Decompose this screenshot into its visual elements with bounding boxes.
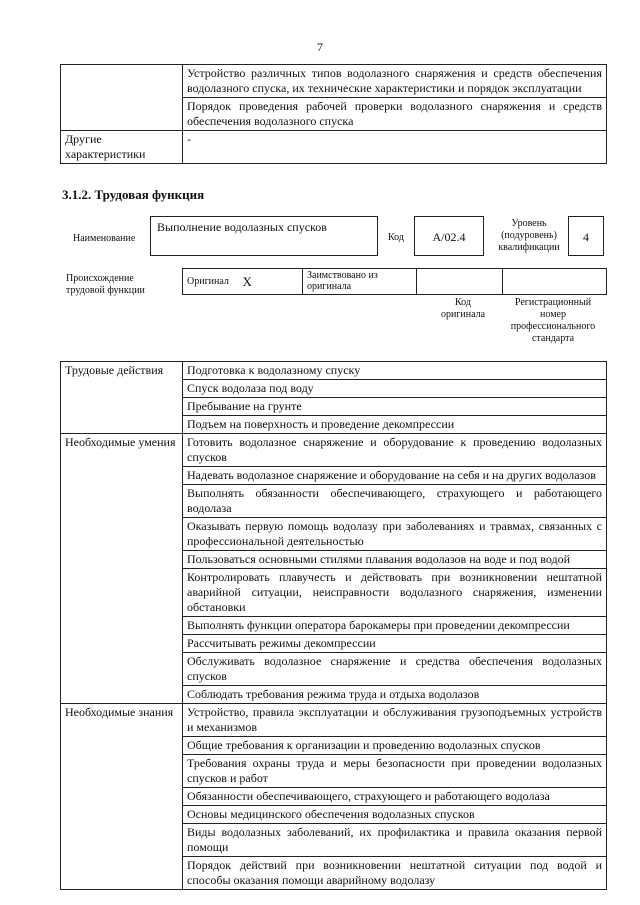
level-value: 4 <box>583 230 589 244</box>
skill-item: Рассчитывать режимы декомпрессии <box>183 635 607 653</box>
knowledge-item: Устройство различных типов водолазного снаряжения и средств обеспечения водолазного спуска, их технические характеристики и порядок эксплуатации <box>183 65 607 98</box>
row-label: Другие характеристики <box>61 131 183 164</box>
knowledge-item: Порядок проведения рабочей проверки водолазного снаряжения и средств обеспечения водолазного спуска <box>183 98 607 131</box>
code-label: Код <box>388 232 404 243</box>
code-value: A/02.4 <box>432 230 466 244</box>
skill-item: Пользоваться основными стилями плавания водолазов на воде и под водой <box>183 551 607 569</box>
level-label: Уровень (подуровень) квалификации <box>498 218 560 253</box>
skill-item: Оказывать первую помощь водолазу при заболеваниях и травмах, связанных с профессиональной деятельностью <box>183 518 607 551</box>
skill-item: Надевать водолазное снаряжение и оборудование на себя и на других водолазов <box>183 467 607 485</box>
reg-number-label: Регистрационный номер профессионального стандарта <box>510 297 596 344</box>
page-number: 7 <box>317 40 323 54</box>
code-original-cell <box>417 269 503 295</box>
borrowed-label: Заимствовано из оригинала <box>303 269 417 295</box>
action-item: Подготовка к водолазному спуску <box>183 362 607 380</box>
group-label: Необходимые умения <box>61 434 183 704</box>
section-heading: 3.1.2. Трудовая функция <box>62 187 205 202</box>
table-row <box>61 434 607 467</box>
knowledge-item: Виды водолазных заболеваний, их профилактика и правила оказания первой помощи <box>183 824 607 857</box>
row-label <box>61 65 183 131</box>
table-row <box>61 362 607 380</box>
skill-item: Выполнять обязанности обеспечивающего, страхующего и работающего водолаза <box>183 485 607 518</box>
level-box <box>568 216 604 256</box>
knowledge-item: Общие требования к организации и проведению водолазных спусков <box>183 737 607 755</box>
original-mark: X <box>239 269 303 295</box>
skill-item: Контролировать плавучесть и действовать при возникновении нештатной аварийной ситуации, неисправности водолазного снаряжения, изменении обстановки <box>183 569 607 617</box>
action-item: Спуск водолаза под воду <box>183 380 607 398</box>
origin-label: Происхождение трудовой функции <box>66 273 145 296</box>
other-characteristics-value: - <box>183 131 607 164</box>
code-box <box>414 216 484 256</box>
name-box <box>150 216 378 256</box>
knowledge-item: Устройство, правила эксплуатации и обслуживания грузоподъемных устройств и механизмов <box>183 704 607 737</box>
name-value: Выполнение водолазных спусков <box>157 220 327 234</box>
table-row <box>183 269 607 295</box>
table-row <box>61 65 607 98</box>
top-table <box>60 64 607 164</box>
skill-item: Обслуживать водолазное снаряжение и средства обеспечения водолазных спусков <box>183 653 607 686</box>
knowledge-item: Порядок действий при возникновении нештатной ситуации под водой и способы оказания помощи аварийному водолазу <box>183 857 607 890</box>
knowledge-item: Основы медицинского обеспечения водолазных спусков <box>183 806 607 824</box>
skill-item: Выполнять функции оператора барокамеры при проведении декомпрессии <box>183 617 607 635</box>
origin-table <box>182 268 607 295</box>
name-label: Наименование <box>73 233 136 244</box>
action-item: Пребывание на грунте <box>183 398 607 416</box>
main-table <box>60 361 607 890</box>
knowledge-item: Обязанности обеспечивающего, страхующего и работающего водолаза <box>183 788 607 806</box>
knowledge-item: Требования охраны труда и меры безопасности при проведении водолазных спусков и работ <box>183 755 607 788</box>
group-label: Необходимые знания <box>61 704 183 890</box>
skill-item: Соблюдать требования режима труда и отдыха водолазов <box>183 686 607 704</box>
code-original-label: Код оригинала <box>440 297 486 320</box>
skill-item: Готовить водолазное снаряжение и оборудование к проведению водолазных спусков <box>183 434 607 467</box>
group-label: Трудовые действия <box>61 362 183 434</box>
table-row <box>61 704 607 737</box>
action-item: Подъем на поверхность и проведение декомпрессии <box>183 416 607 434</box>
reg-number-cell <box>503 269 607 295</box>
table-row <box>61 131 607 164</box>
original-label: Оригинал <box>183 269 239 295</box>
